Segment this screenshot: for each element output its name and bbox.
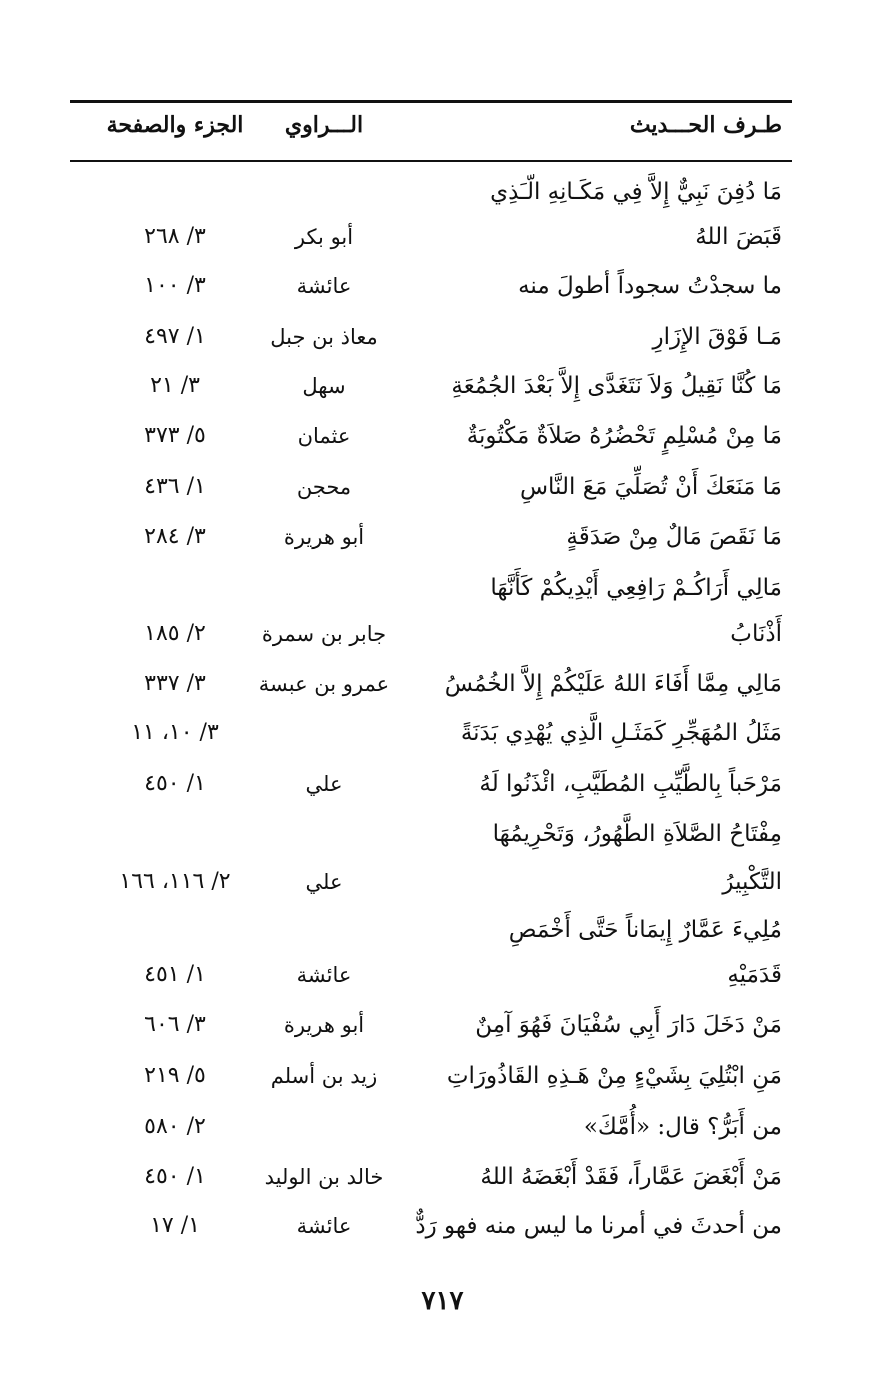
- table-row: [70, 860, 792, 904]
- hadith-text: مَالِي أَرَاكُـمْ رَافِعِي أَيْدِيكُمْ كَأَنَّهَا: [490, 575, 782, 601]
- ref-text: ١/ ٤٥٠: [144, 771, 206, 796]
- ref-text: ٢/ ١١٦، ١٦٦: [119, 869, 231, 894]
- ref-text: ٣/ ٦٠٦: [144, 1012, 206, 1037]
- hadith-text: مِفْتَاحُ الصَّلاَةِ الطَّهُورُ، وَتَحْرِيمُهَا: [492, 821, 782, 847]
- hadith-text: قَبَضَ اللهُ: [695, 224, 782, 250]
- ref-text: ٢/ ١٨٥: [144, 621, 206, 646]
- hadith-text: مَنِ ابْتُلِيَ بِشَيْءٍ مِنْ هَـذِهِ القَاذُورَاتِ: [446, 1063, 782, 1089]
- hadith-text: قَدَمَيْهِ: [727, 962, 782, 988]
- table-header: [70, 112, 792, 156]
- table-row: [70, 1155, 792, 1199]
- header-ref: الجزء والصفحة: [106, 112, 244, 138]
- rawi-text: عائشة: [296, 274, 352, 298]
- rawi-text: علي: [305, 772, 343, 796]
- table-row: [70, 414, 792, 458]
- hadith-text: مَا مَنَعَكَ أَنْ تُصَلِّيَ مَعَ النَّاسِ: [519, 474, 782, 500]
- ref-text: ٣/ ٣٣٧: [144, 671, 206, 696]
- rawi-text: عثمان: [297, 424, 351, 448]
- rawi-text: خالد بن الوليد: [264, 1165, 384, 1189]
- header-hadith: طـرف الحـــديث: [629, 112, 782, 138]
- hadith-text: مَا دُفِنَ نَبِيٌّ إِلاَّ فِي مَكَـانِهِ الّـَذِي: [490, 179, 782, 205]
- hadith-text: ما سجدْتُ سجوداً أطولَ منه: [518, 273, 782, 299]
- table-row: [70, 612, 792, 656]
- hadith-text: مَالِي مِمَّا أَفَاءَ اللهُ عَلَيْكُمْ إِلاَّ الخُمُسُ: [444, 671, 782, 697]
- hadith-text: مَا نَقَصَ مَالٌ مِنْ صَدَقَةٍ: [566, 524, 782, 550]
- ref-text: ١/ ٤٥٠: [144, 1164, 206, 1189]
- rawi-text: محجن: [296, 475, 352, 499]
- rawi-text: علي: [305, 870, 343, 894]
- header-rawi: الـــراوي: [284, 112, 364, 138]
- top-rule: [70, 100, 792, 103]
- header-rule: [70, 160, 792, 162]
- ref-text: ٥/ ٣٧٣: [144, 423, 206, 448]
- ref-text: ١/ ٤٣٦: [144, 474, 206, 499]
- page-number: ٧١٧: [421, 1286, 464, 1316]
- rawi-text: أبو هريرة: [283, 1013, 365, 1037]
- ref-text: ٣/ ٢١: [150, 373, 200, 398]
- hadith-text: مَرْحَباً بِالطَّيِّبِ المُطَيَّبِ، ائْذَنُوا لَهُ: [479, 771, 782, 797]
- rawi-text: معاذ بن جبل: [270, 325, 378, 349]
- ref-text: ٣/ ١٠٠: [144, 273, 206, 298]
- hadith-text: مَـا فَوْقَ الإِزَارِ: [652, 324, 782, 350]
- ref-text: ١/ ٤٥١: [144, 962, 206, 987]
- table-row: [70, 908, 792, 952]
- ref-text: ٥/ ٢١٩: [144, 1063, 206, 1088]
- hadith-text: مَنْ دَخَلَ دَارَ أَبِي سُفْيَانَ فَهُوَ آمِنٌ: [475, 1012, 782, 1038]
- rawi-text: سهل: [302, 374, 346, 398]
- ref-text: ١/ ٤٩٧: [144, 324, 206, 349]
- table-row: [70, 1105, 792, 1149]
- table-row: [70, 315, 792, 359]
- table-row: [70, 566, 792, 610]
- hadith-text: مَا مِنْ مُسْلِمٍ تَحْضُرُهُ صَلاَةٌ مَكْتُوبَةٌ: [466, 423, 782, 449]
- ref-text: ٣/ ١٠، ١١: [131, 720, 219, 745]
- table-row: [70, 264, 792, 308]
- table-row: [70, 953, 792, 997]
- rawi-text: أبو بكر: [294, 225, 354, 249]
- table-row: [70, 1204, 792, 1248]
- table-row: [70, 762, 792, 806]
- hadith-text: أَذْنَابُ: [730, 621, 782, 647]
- hadith-text: مُلِيءَ عَمَّارٌ إِيمَاناً حَتَّى أَخْمَصِ: [508, 917, 782, 943]
- hadith-text: مَا كُنَّا نَقِيلُ وَلاَ نَتَغَدَّى إِلاَّ بَعْدَ الجُمُعَةِ: [451, 373, 782, 399]
- ref-text: ٣/ ٢٨٤: [144, 524, 206, 549]
- rawi-text: جابر بن سمرة: [261, 622, 387, 646]
- ref-text: ٣/ ٢٦٨: [144, 224, 206, 249]
- hadith-text: من أحدثَ في أمرنا ما ليس منه فهو رَدٌّ: [415, 1213, 782, 1239]
- rawi-text: عائشة: [296, 1214, 352, 1238]
- table-row: [70, 364, 792, 408]
- rawi-text: عمرو بن عبسة: [258, 672, 390, 696]
- rawi-text: زيد بن أسلم: [270, 1064, 378, 1088]
- table-row: [70, 170, 792, 214]
- table-row: [70, 515, 792, 559]
- table-row: [70, 1003, 792, 1047]
- rawi-text: أبو هريرة: [283, 525, 365, 549]
- table-row: [70, 711, 792, 755]
- ref-text: ٢/ ٥٨٠: [144, 1114, 206, 1139]
- table-row: [70, 1054, 792, 1098]
- rawi-text: عائشة: [296, 963, 352, 987]
- ref-text: ١/ ١٧: [150, 1213, 200, 1238]
- table-row: [70, 215, 792, 259]
- hadith-text: التَّكْبِيرُ: [722, 869, 782, 895]
- hadith-text: من أَبَرُّ؟ قال: «أُمَّكَ»: [583, 1114, 782, 1140]
- table-row: [70, 812, 792, 856]
- table-row: [70, 662, 792, 706]
- hadith-text: مَنْ أَبْغَضَ عَمَّاراً، فَقَدْ أَبْغَضَهُ اللهُ: [480, 1164, 782, 1190]
- table-row: [70, 465, 792, 509]
- hadith-text: مَثَلُ المُهَجِّرِ كَمَثَـلِ الَّذِي يُهْدِي بَدَنَةً: [460, 720, 782, 746]
